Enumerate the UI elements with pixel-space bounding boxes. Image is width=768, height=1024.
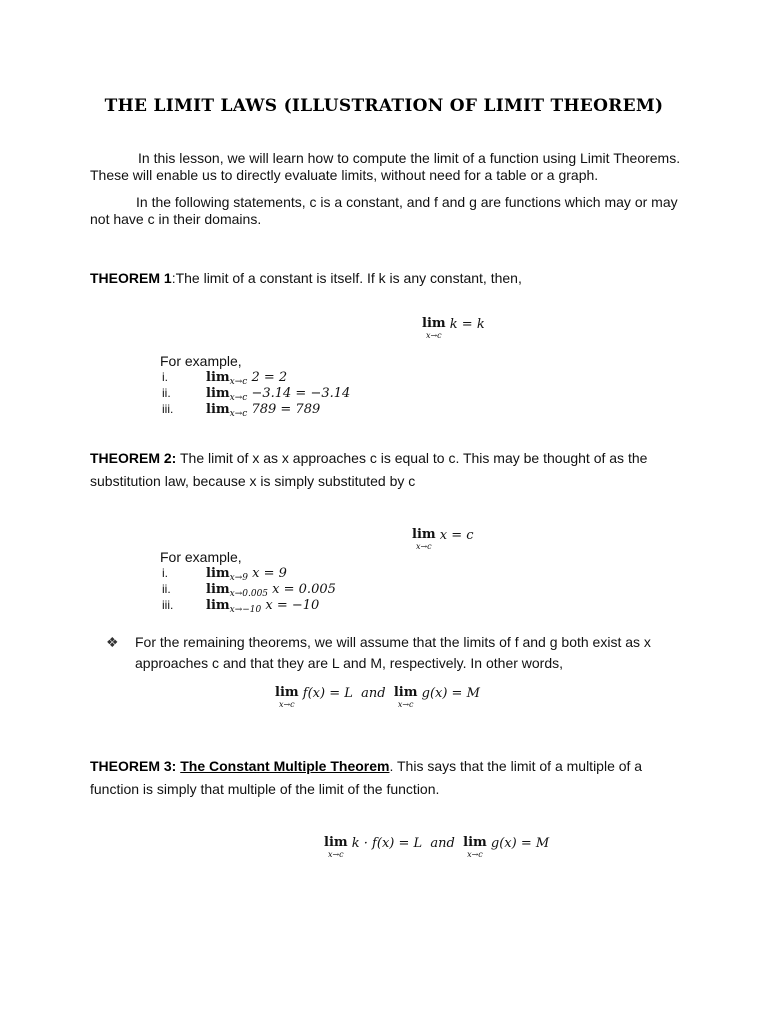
formula-expression-1: f(x) = L and xyxy=(302,686,390,701)
formula-expression-2: g(x) = M xyxy=(421,686,480,701)
diamond-bullet-icon: ❖ xyxy=(106,634,119,650)
formula-expression-1: k · f(x) = L and xyxy=(351,836,459,851)
formula-expression: x = c xyxy=(439,528,474,543)
limit-operator: lim x→c xyxy=(393,685,418,709)
page-title: THE LIMIT LAWS (ILLUSTRATION OF LIMIT THEOREM) xyxy=(104,96,664,116)
theorem-2-example-label: For example, xyxy=(160,549,242,565)
limit-operator: lim x→c xyxy=(463,835,487,859)
theorem-3-label: THEOREM 3: xyxy=(90,758,177,774)
limit-operator: lim x→c xyxy=(324,835,348,859)
theorem-3-statement-line-2: function is simply that multiple of the limit of the function. xyxy=(90,781,440,797)
theorem-1-formula xyxy=(422,317,485,340)
theorem-1-label: THEOREM 1 xyxy=(90,270,172,286)
theorem-2-label: THEOREM 2: xyxy=(90,450,177,466)
theorem-3-name: The Constant Multiple Theorem xyxy=(180,758,390,774)
theorem-3-text: . This says that the limit of a multiple of a xyxy=(389,758,643,774)
theorem-1-example-label: For example, xyxy=(160,353,242,369)
theorem-2-text: The limit of x as x approaches c is equal to c. This may be thought of as the xyxy=(179,450,648,466)
theorem-3-formula xyxy=(324,836,549,859)
theorem-3-statement-line-1 xyxy=(90,758,642,775)
remaining-formula xyxy=(275,686,480,709)
limit-operator: lim x→c xyxy=(422,316,446,340)
formula-expression: k = k xyxy=(449,317,485,332)
theorem-1-text: :The limit of a constant is itself. If k is any constant, then, xyxy=(171,270,522,286)
limit-operator: lim x→c xyxy=(412,527,436,551)
intro-paragraph-1: In this lesson, we will learn how to compute the limit of a function using Limit Theorems. These will enable us to directly evaluate limits, without need for a table or a graph. xyxy=(90,150,681,183)
theorem-2-statement-line-2: substitution law, because x is simply substituted by c xyxy=(90,473,416,489)
remaining-text-line-2: approaches c and that they are L and M, respectively. In other words, xyxy=(135,655,564,671)
intro-paragraph-2: In the following statements, c is a constant, and f and g are functions which may or may not have c in their domains. xyxy=(90,194,678,227)
theorem-1-statement xyxy=(90,270,522,287)
theorem-2-statement-line-1 xyxy=(90,450,647,467)
limit-operator: lim x→c xyxy=(275,685,299,709)
theorem-2-formula xyxy=(412,528,474,551)
formula-expression-2: g(x) = M xyxy=(490,836,550,851)
remaining-text-line-1: For the remaining theorems, we will assume that the limits of f and g both exist as x xyxy=(135,634,651,650)
